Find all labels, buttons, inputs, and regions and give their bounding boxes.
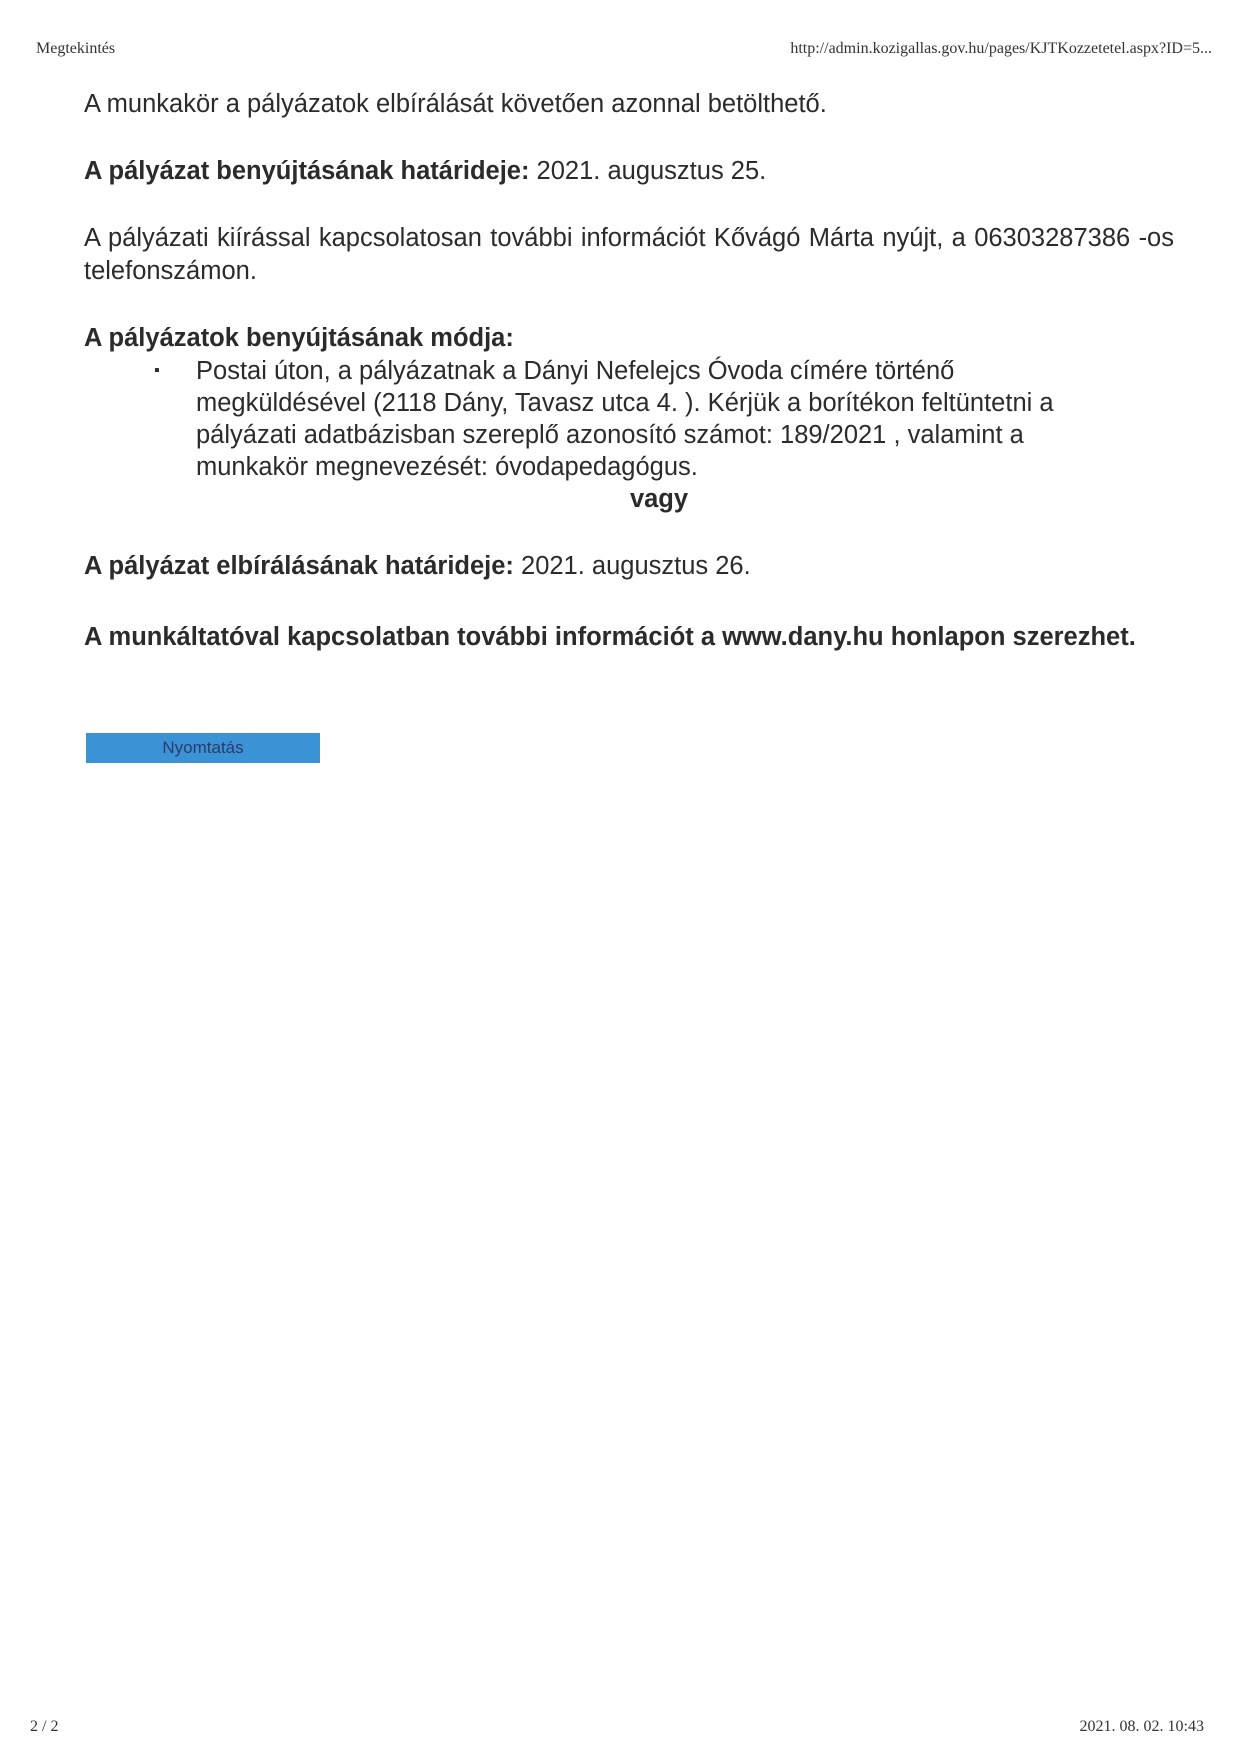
employer-info-text: A munkáltatóval kapcsolatban további információt a www.dany.hu honlapon szerezhet. xyxy=(84,623,1136,651)
print-header-title: Megtekintés xyxy=(36,40,116,57)
print-footer xyxy=(0,1718,1240,1742)
evaluation-deadline-value: 2021. augusztus 26. xyxy=(513,552,751,580)
submission-deadline-value: 2021. augusztus 25. xyxy=(529,157,767,185)
print-button[interactable]: Nyomtatás xyxy=(86,733,320,763)
job-posting-content xyxy=(84,88,1174,654)
contact-info-text: A pályázati kiírással kapcsolatosan további információt Kővágó Márta nyújt, a 06303287386 -os telefonszámon. xyxy=(84,224,1174,285)
submission-method-item-text: Postai úton, a pályázatnak a Dányi Nefelejcs Óvoda címére történő megküldésével (2118 Dány, Tavasz utca 4. ). Kérjük a borítékon feltüntetni a pályázati adatbázisban szereplő azonosító számot: 189/2021 , valamint a munkakör megnevezését: óvodapedagógus. xyxy=(196,357,1054,481)
submission-method-heading: A pályázatok benyújtásának módja: xyxy=(84,324,514,352)
submission-method-list xyxy=(84,355,1174,483)
bullet-icon: ▪ xyxy=(154,362,160,379)
submission-method-item xyxy=(84,355,1056,483)
submission-deadline-label: A pályázat benyújtásának határideje: xyxy=(84,157,530,185)
fill-time-text: A munkakör a pályázatok elbírálását követően azonnal betölthető. xyxy=(84,90,827,118)
evaluation-deadline-label: A pályázat elbírálásának határideje: xyxy=(84,552,514,580)
submission-deadline xyxy=(84,155,1174,188)
print-header xyxy=(0,40,1240,64)
page-number: 2 / 2 xyxy=(30,1718,59,1735)
evaluation-deadline xyxy=(84,550,1174,583)
method-separator: vagy xyxy=(629,485,689,513)
print-datetime: 2021. 08. 02. 10:43 xyxy=(1079,1718,1204,1735)
print-header-url: http://admin.kozigallas.gov.hu/pages/KJTKozzetetel.aspx?ID=5... xyxy=(790,40,1212,57)
